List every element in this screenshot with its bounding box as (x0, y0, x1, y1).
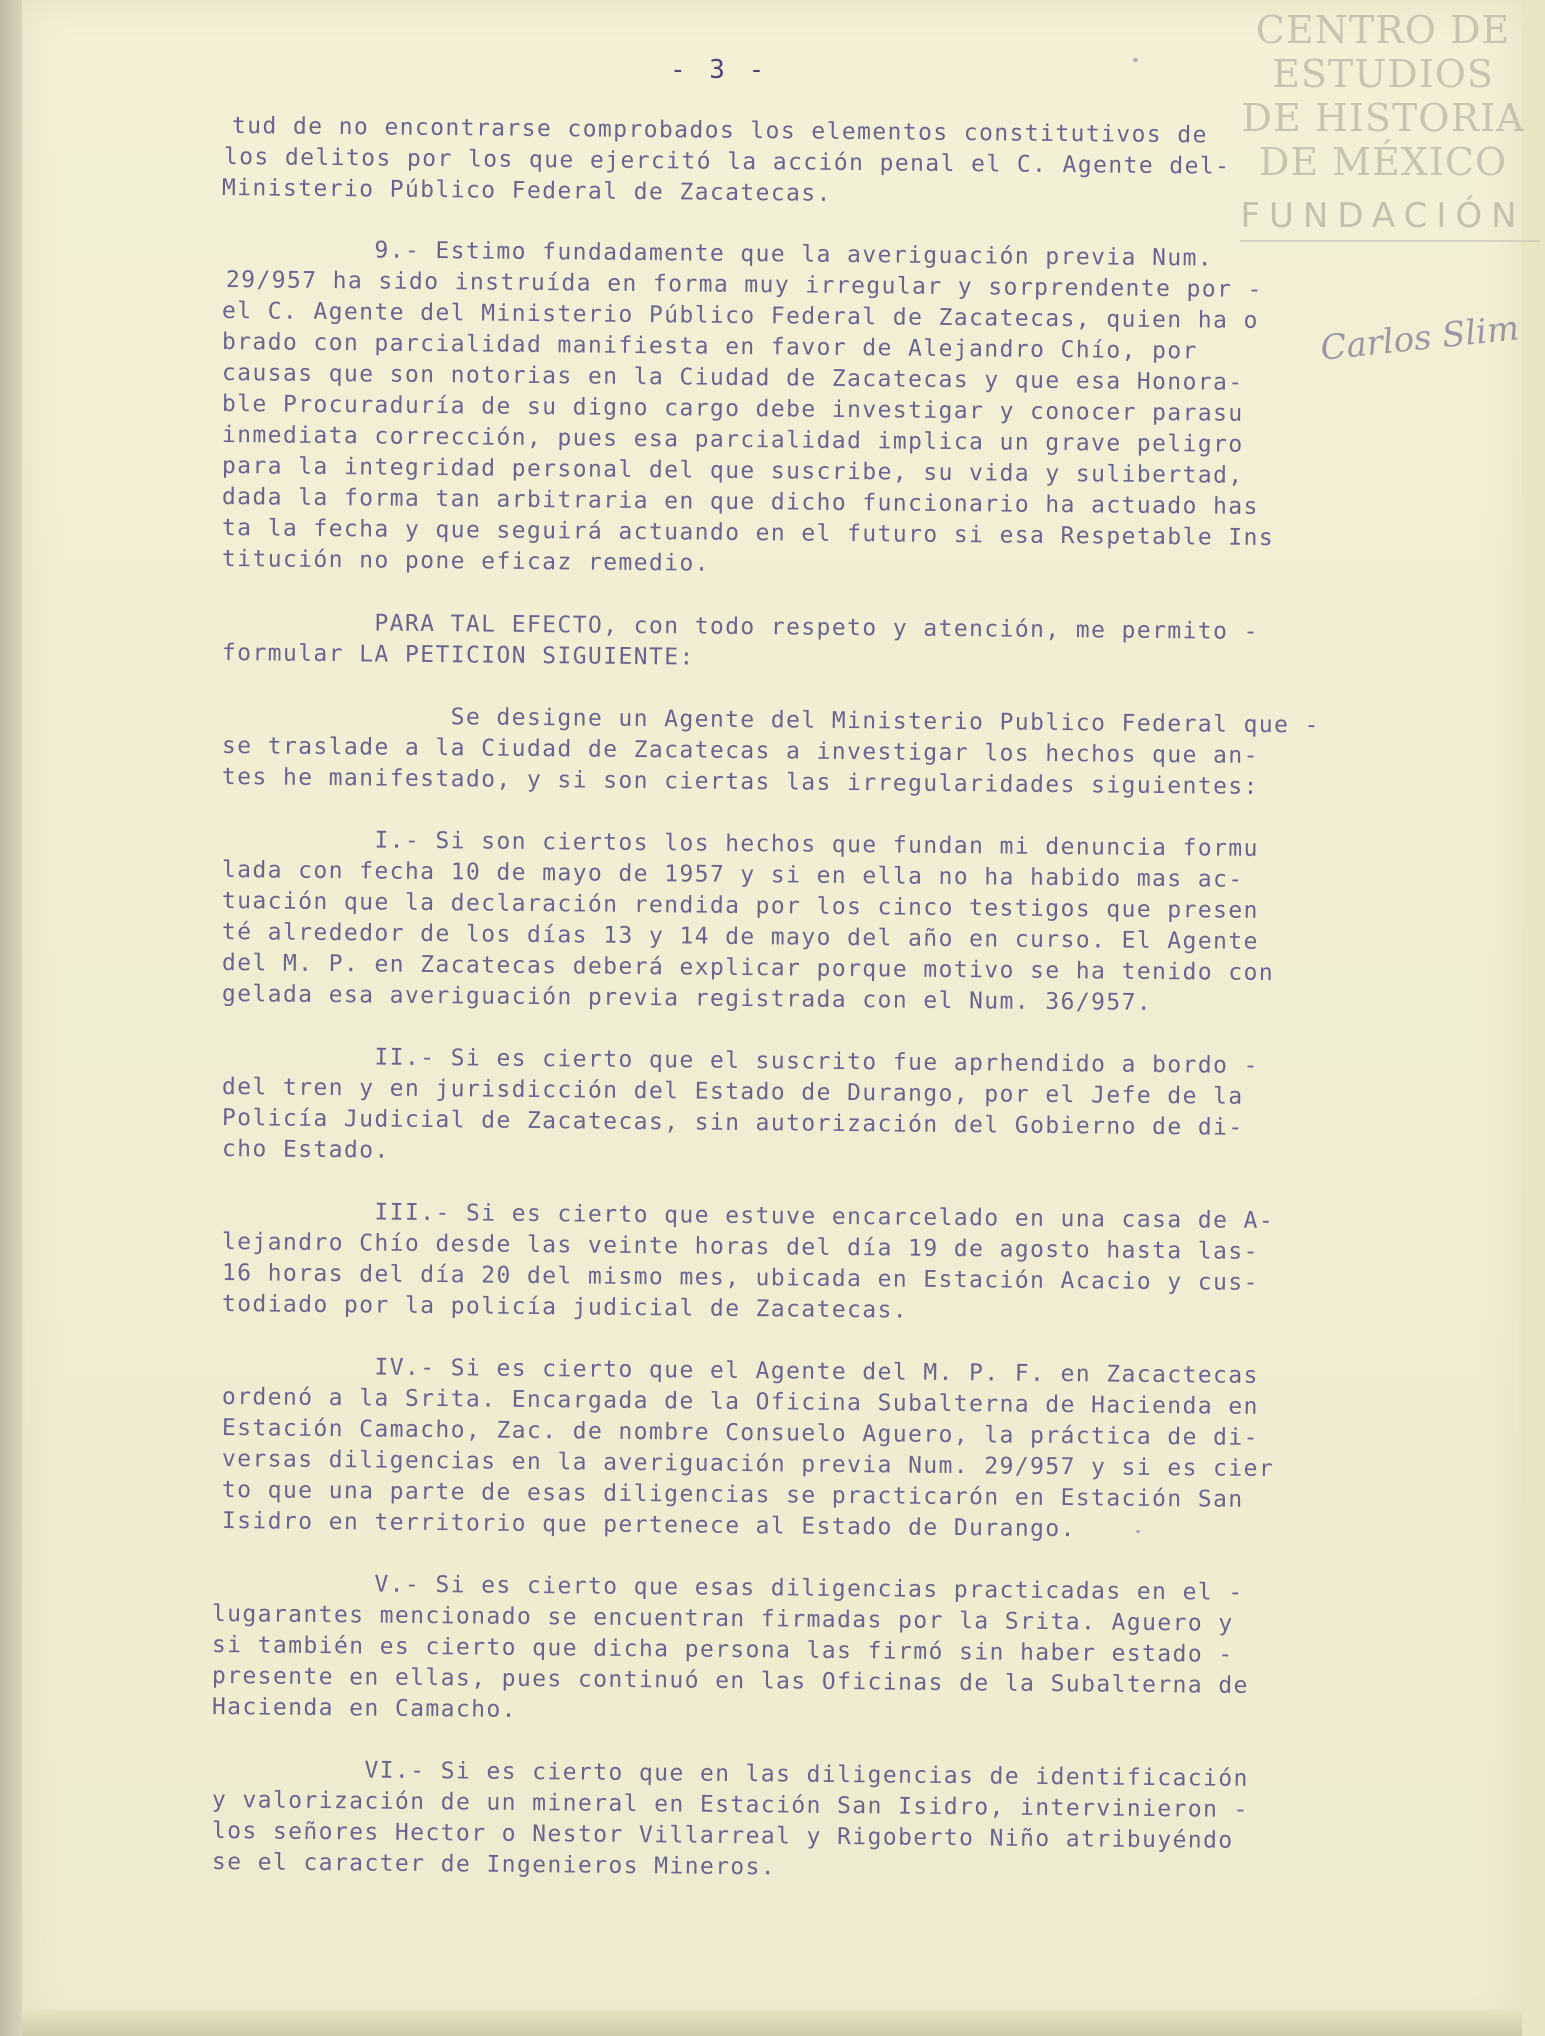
text-line: gelada esa averiguación previa registrada con el Num. 36/957. (221, 981, 1153, 1016)
text-line: Ministerio Público Federal de Zacatecas. (221, 175, 832, 207)
text-line: se el caracter de Ingenieros Mineros. (211, 1849, 777, 1881)
watermark-line: DE HISTORIA (1241, 96, 1525, 140)
text-line: causas que son notorias en la Ciudad de Zacatecas y que esa Honora- (221, 360, 1244, 396)
paper-speck (1136, 1530, 1140, 1533)
text-line: II.- Si es cierto que el suscrito fue aprhendido a bordo - (221, 1043, 1259, 1079)
text-line: té alrededor de los días 13 y 14 de mayo del año en curso. El Agente (221, 919, 1259, 955)
text-line: dada la forma tan arbitraria en que dicho funcionario ha actuado has (221, 484, 1259, 520)
text-line: VI.- Si es cierto que en las diligencias de identificación (211, 1756, 1249, 1792)
scan-left-edge (0, 0, 22, 2036)
text-line: brado con parcialidad manifiesta en favor de Alejandro Chío, por (221, 329, 1198, 365)
text-line: 9.- Estimo fundadamente que la averiguación previa Num. (221, 236, 1214, 272)
watermark-line: DE MÉXICO (1258, 140, 1508, 184)
text-line: PARA TAL EFECTO, con todo respeto y atención, me permito - (221, 609, 1259, 645)
paper-speck (1133, 58, 1138, 62)
watermark-line: ESTUDIOS (1272, 52, 1494, 96)
institution-watermark (1233, 8, 1533, 236)
text-line: titución no pone eficaz remedio. (221, 546, 711, 577)
text-line: Policía Judicial de Zacatecas, sin autorización del Gobierno de di- (221, 1105, 1244, 1141)
text-line: Estación Camacho, Zac. de nombre Consuelo Aguero, la práctica de di- (221, 1415, 1259, 1451)
text-line: I.- Si son ciertos los hechos que fundan mi denuncia formu (221, 826, 1259, 862)
text-line: ordenó a la Srita. Encargada de la Oficina Subalterna de Hacienda en (221, 1384, 1259, 1420)
text-line: y valorización de un mineral en Estación San Isidro, intervinieron - (211, 1787, 1249, 1823)
text-line: formular LA PETICION SIGUIENTE: (221, 640, 695, 671)
text-line: todiado por la policía judicial de Zacatecas. (221, 1291, 909, 1324)
text-line: los delitos por los que ejercitó la acción penal el C. Agente del- (223, 144, 1231, 180)
text-line: inmediata corrección, pues esa parcialidad implica un grave peligro (221, 422, 1244, 458)
text-line: 16 horas del día 20 del mismo mes, ubicada en Estación Acacio y cus- (221, 1260, 1259, 1296)
watermark-signature (1318, 308, 1530, 378)
text-line: 29/957 ha sido instruída en forma muy irregular y sorprendente por - (225, 267, 1263, 303)
text-line: to que una parte de esas diligencias se practicarón en Estación San (221, 1477, 1244, 1513)
text-line: Isidro en territorio que pertenece al Estado de Durango. (221, 1508, 1076, 1543)
text-line: lugarantes mencionado se encuentran firmadas por la Srita. Aguero y (211, 1601, 1234, 1637)
text-line: ble Procuraduría de su digno cargo debe investigar y conocer parasu (221, 391, 1244, 427)
text-line: lejandro Chío desde las veinte horas del día 19 de agosto hasta las- (221, 1229, 1259, 1265)
text-line: si también es cierto que dicha persona las firmó sin haber estado - (211, 1632, 1234, 1668)
text-line: III.- Si es cierto que estuve encarcelado en una casa de A- (221, 1198, 1275, 1235)
text-line: tes he manifestado, y si son ciertas las irregularidades siguientes: (221, 764, 1259, 800)
text-line: del M. P. en Zacatecas deberá explicar porque motivo se ha tenido con (221, 950, 1275, 987)
text-line: tuación que la declaración rendida por los cinco testigos que presen (221, 888, 1259, 924)
text-line: el C. Agente del Ministerio Público Federal de Zacatecas, quien ha o (221, 298, 1259, 334)
text-line: versas diligencias en la averiguación previa Num. 29/957 y si es cier (221, 1446, 1275, 1483)
watermark-line: CENTRO DE (1255, 8, 1511, 52)
text-line: lada con fecha 10 de mayo de 1957 y si en ella no ha habido mas ac- (221, 857, 1244, 893)
text-line: se traslade a la Ciudad de Zacatecas a investigar los hechos que an- (221, 733, 1259, 769)
text-line: Se designe un Agente del Ministerio Publico Federal que - (221, 702, 1320, 739)
text-line: V.- Si es cierto que esas diligencias practicadas en el - (221, 1570, 1244, 1606)
text-line: cho Estado. (221, 1136, 390, 1164)
text-line: del tren y en jurisdicción del Estado de Durango, por el Jefe de la (221, 1074, 1244, 1110)
signature-text: Carlos Slim (1318, 308, 1521, 369)
text-line: presente en ellas, pues continuó en las Oficinas de la Subalterna de (211, 1663, 1249, 1699)
scan-bottom-edge (22, 2010, 1522, 2036)
watermark-foundation: FUNDACIÓN (1240, 196, 1526, 236)
watermark-divider (1240, 240, 1540, 242)
text-line: tud de no encontrarse comprobados los elementos constitutivos de (231, 113, 1208, 149)
text-line: los señores Hector o Nestor Villarreal y Rigoberto Niño atribuyéndo (211, 1818, 1234, 1854)
text-line: para la integridad personal del que suscribe, su vida y sulibertad, (221, 453, 1244, 489)
text-line: Hacienda en Camacho. (211, 1694, 518, 1723)
text-line: IV.- Si es cierto que el Agente del M. P. F. en Zacactecas (221, 1353, 1259, 1389)
text-line: ta la fecha y que seguirá actuando en el futuro si esa Respetable Ins (221, 515, 1275, 552)
page-number: - 3 - (670, 55, 769, 85)
